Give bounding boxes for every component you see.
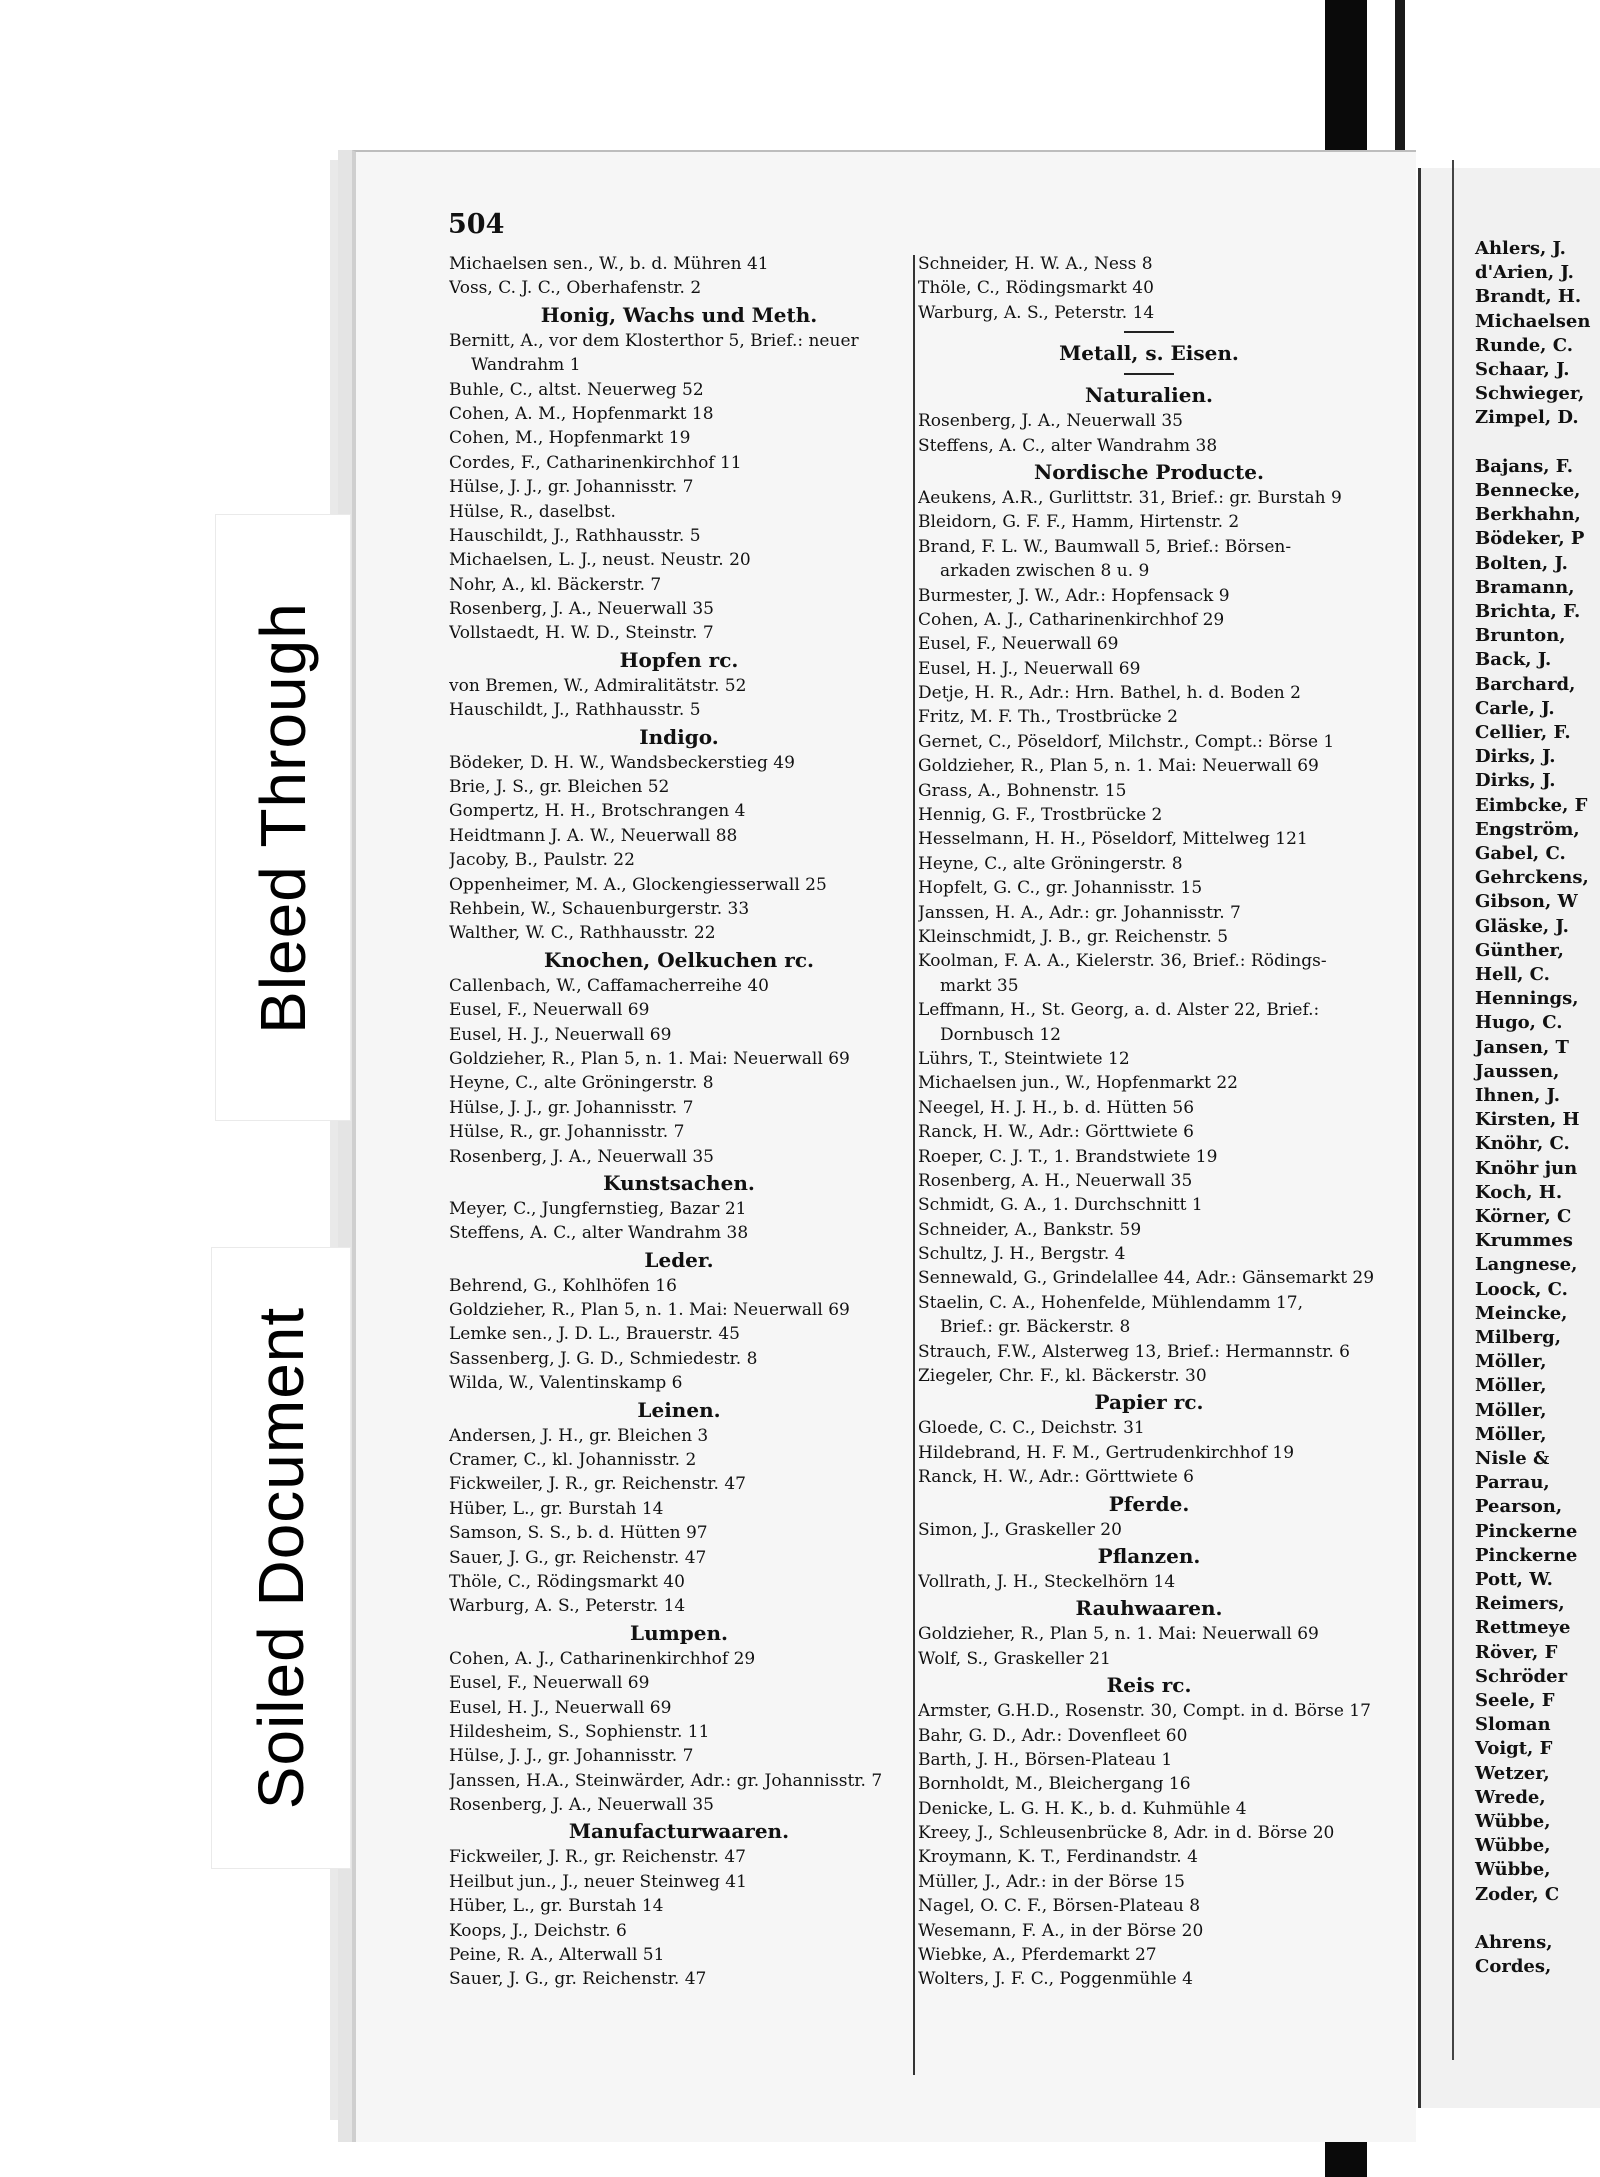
- directory-entry: Cohen, A. J., Catharinenkirchhof 29: [449, 1648, 756, 1669]
- directory-entry: Gernet, C., Pöseldorf, Milchstr., Compt.: Börse 1: [918, 731, 1335, 752]
- right-column: [918, 252, 1380, 1992]
- section-heading: Metall, s. Eisen.: [1059, 341, 1239, 366]
- page-number: 504: [448, 209, 505, 240]
- directory-entry: Hülse, R., daselbst.: [449, 501, 616, 522]
- facing-page-entry: Kirsten, H: [1475, 1109, 1580, 1131]
- directory-entry: Warburg, A. S., Peterstr. 14: [918, 302, 1155, 323]
- directory-entry: Janssen, H.A., Steinwärder, Adr.: gr. Johannisstr. 7: [449, 1770, 883, 1791]
- directory-entry: Hildesheim, S., Sophienstr. 11: [449, 1721, 710, 1742]
- facing-page-entry: Möller,: [1475, 1351, 1547, 1373]
- directory-entry: Rosenberg, J. A., Neuerwall 35: [918, 411, 1183, 432]
- directory-entry: Voss, C. J. C., Oberhafenstr. 2: [449, 278, 702, 299]
- directory-entry: Eusel, F., Neuerwall 69: [918, 634, 1119, 655]
- directory-entry: Goldzieher, R., Plan 5, n. 1. Mai: Neuerwall 69: [449, 1300, 850, 1321]
- directory-entry: Cohen, M., Hopfenmarkt 19: [449, 428, 691, 449]
- directory-entry: Wolters, J. F. C., Poggenmühle 4: [918, 1969, 1193, 1990]
- facing-page-entry: Körner, C: [1475, 1206, 1572, 1227]
- directory-entry: Kleinschmidt, J. B., gr. Reichenstr. 5: [918, 926, 1229, 947]
- facing-page-entry: Hell, C.: [1475, 964, 1550, 985]
- entry-continuation: arkaden zwischen 8 u. 9: [940, 561, 1150, 582]
- facing-page-entry: Bennecke,: [1475, 480, 1581, 501]
- facing-page-entry: Reimers,: [1475, 1593, 1565, 1615]
- section-heading: Leinen.: [637, 1397, 721, 1422]
- facing-page-entry: Rettmeye: [1475, 1617, 1571, 1639]
- directory-entry: Heyne, C., alte Gröningerstr. 8: [918, 853, 1183, 874]
- facing-page-entry: Parrau,: [1475, 1472, 1550, 1494]
- directory-entry: Burmester, J. W., Adr.: Hopfensack 9: [918, 585, 1230, 606]
- directory-entry: von Bremen, W., Admiralitätstr. 52: [449, 675, 747, 696]
- section-heading: Papier rc.: [1094, 1390, 1204, 1415]
- facing-page-entry: Wübbe,: [1475, 1859, 1551, 1881]
- facing-page-entry: Wübbe,: [1475, 1811, 1551, 1832]
- facing-page-entry: Michaelsen: [1475, 310, 1591, 332]
- directory-entry: Wesemann, F. A., in der Börse 20: [918, 1920, 1204, 1941]
- directory-entry: Goldzieher, R., Plan 5, n. 1. Mai: Neuerwall 69: [918, 756, 1319, 777]
- directory-entry: Steffens, A. C., alter Wandrahm 38: [918, 435, 1218, 456]
- directory-entry: Eusel, F., Neuerwall 69: [449, 1000, 650, 1021]
- facing-page-entry: Gläske, J.: [1475, 915, 1569, 937]
- facing-page-entry: Cordes,: [1475, 1956, 1552, 1978]
- soiled-document-text: Soiled Document: [245, 1306, 317, 1810]
- section-heading: Honig, Wachs und Meth.: [540, 302, 818, 327]
- facing-page-entry: Gehrckens,: [1475, 867, 1589, 889]
- directory-entry: Bahr, G. D., Adr.: Dovenfleet 60: [918, 1725, 1188, 1746]
- facing-page-entry: Brandt, H.: [1475, 286, 1582, 308]
- facing-page-entry: Barchard,: [1475, 673, 1576, 695]
- directory-entry: Ranck, H. W., Adr.: Görttwiete 6: [918, 1122, 1194, 1143]
- directory-entry: Andersen, J. H., gr. Bleichen 3: [449, 1425, 709, 1446]
- directory-entry: Brie, J. S., gr. Bleichen 52: [449, 777, 670, 798]
- directory-entry: Wiebke, A., Pferdemarkt 27: [918, 1945, 1157, 1966]
- facing-page-entry: Schwieger,: [1475, 383, 1585, 405]
- directory-entry: Thöle, C., Rödingsmarkt 40: [918, 278, 1154, 299]
- directory-entry: Koops, J., Deichstr. 6: [449, 1920, 627, 1941]
- facing-page-entry: Jaussen,: [1475, 1060, 1560, 1082]
- directory-entry: Sennewald, G., Grindelallee 44, Adr.: Gänsemarkt 29: [918, 1268, 1375, 1289]
- directory-entry: Meyer, C., Jungfernstieg, Bazar 21: [449, 1198, 747, 1219]
- facing-page-entry: Knöhr jun: [1475, 1157, 1578, 1179]
- facing-page-entry: Zoder, C: [1475, 1883, 1560, 1905]
- directory-entry: Steffens, A. C., alter Wandrahm 38: [449, 1223, 749, 1244]
- facing-page-entry: Pinckerne: [1475, 1520, 1578, 1542]
- directory-entry: Wolf, S., Graskeller 21: [918, 1648, 1111, 1669]
- directory-entry: Eusel, F., Neuerwall 69: [449, 1673, 650, 1694]
- facing-page-entry: Meincke,: [1475, 1302, 1568, 1324]
- left-column: [449, 252, 909, 1992]
- directory-entry: Jacoby, B., Paulstr. 22: [449, 850, 635, 871]
- directory-entry: Sassenberg, J. G. D., Schmiedestr. 8: [449, 1348, 758, 1369]
- directory-entry: Michaelsen sen., W., b. d. Mühren 41: [449, 254, 769, 274]
- directory-entry: Rosenberg, J. A., Neuerwall 35: [449, 1795, 714, 1816]
- section-heading: Kunstsachen.: [603, 1170, 755, 1195]
- directory-entry: Roeper, C. J. T., 1. Brandstwiete 19: [918, 1146, 1218, 1167]
- facing-page-entry: Wübbe,: [1475, 1835, 1551, 1857]
- directory-entry: Oppenheimer, M. A., Glockengiesserwall 25: [449, 874, 827, 895]
- directory-entry: Walther, W. C., Rathhausstr. 22: [449, 923, 716, 944]
- facing-page-entry: Ihnen, J.: [1475, 1085, 1561, 1106]
- section-rule: [918, 325, 1380, 339]
- facing-page-entry: Cellier, F.: [1475, 722, 1571, 743]
- facing-page-entry: Günther,: [1475, 939, 1564, 961]
- directory-entry: Vollstaedt, H. W. D., Steinstr. 7: [449, 623, 714, 644]
- directory-entry: Callenbach, W., Caffamacherreihe 40: [449, 975, 769, 996]
- directory-entry: Grass, A., Bohnenstr. 15: [918, 780, 1127, 801]
- facing-page-entry: Langnese,: [1475, 1254, 1578, 1276]
- directory-entry: Kroymann, K. T., Ferdinandstr. 4: [918, 1847, 1198, 1868]
- directory-entry: Eusel, H. J., Neuerwall 69: [918, 658, 1141, 679]
- facing-page-entry: Wrede,: [1475, 1786, 1546, 1808]
- directory-entry: Fickweiler, J. R., gr. Reichenstr. 47: [449, 1474, 746, 1495]
- directory-entry: Peine, R. A., Alterwall 51: [449, 1945, 665, 1966]
- directory-entry: Cramer, C., kl. Johannisstr. 2: [449, 1450, 697, 1471]
- facing-page-entry: Pott, W.: [1475, 1569, 1553, 1590]
- section-heading: Indigo.: [639, 724, 719, 749]
- directory-entry: Hülse, J. J., gr. Johannisstr. 7: [449, 1097, 694, 1118]
- directory-entry: Cohen, A. J., Catharinenkirchhof 29: [918, 609, 1225, 630]
- directory-entry: Michaelsen, L. J., neust. Neustr. 20: [449, 550, 751, 571]
- facing-page-entry: Krummes: [1475, 1230, 1573, 1252]
- directory-entry: Samson, S. S., b. d. Hütten 97: [449, 1523, 708, 1544]
- directory-entry: Vollrath, J. H., Steckelhörn 14: [918, 1571, 1176, 1592]
- section-rule: [918, 367, 1380, 381]
- directory-entry: Cohen, A. M., Hopfenmarkt 18: [449, 403, 714, 424]
- facing-page-entry: Carle, J.: [1475, 697, 1555, 719]
- directory-entry: Detje, H. R., Adr.: Hrn. Bathel, h. d. Boden 2: [918, 683, 1301, 704]
- facing-page-entry: d'Arien, J.: [1475, 262, 1574, 284]
- directory-entry: Ranck, H. W., Adr.: Görttwiete 6: [918, 1467, 1194, 1488]
- entry-continuation: Brief.: gr. Bäckerstr. 8: [940, 1317, 1131, 1338]
- section-heading: Rauhwaaren.: [1075, 1596, 1223, 1621]
- facing-page-entry: Pinckerne: [1475, 1544, 1578, 1566]
- directory-entry: Hülse, J. J., gr. Johannisstr. 7: [449, 1746, 694, 1767]
- facing-page-entry: Brichta, F.: [1475, 601, 1581, 622]
- section-heading: Manufacturwaaren.: [568, 1819, 790, 1844]
- section-heading: Lumpen.: [630, 1620, 728, 1645]
- bleed-through-label: [216, 515, 350, 1120]
- directory-entry: Ziegeler, Chr. F., kl. Bäckerstr. 30: [918, 1366, 1207, 1387]
- facing-page-entry: Eimbcke, F: [1475, 794, 1588, 816]
- facing-page-entry: Berkhahn,: [1475, 504, 1581, 526]
- directory-entry: Heyne, C., alte Gröningerstr. 8: [449, 1073, 714, 1094]
- facing-page-entry: Gibson, W: [1475, 891, 1578, 913]
- section-heading: Nordische Producte.: [1034, 459, 1264, 484]
- facing-page-entry: Bolten, J.: [1475, 552, 1568, 574]
- facing-page-entry: Wetzer,: [1475, 1762, 1550, 1784]
- facing-page-entry: Koch, H.: [1475, 1181, 1563, 1203]
- directory-entry: Bleidorn, G. F. F., Hamm, Hirtenstr. 2: [918, 512, 1240, 533]
- facing-page-entry: Schröder: [1475, 1665, 1568, 1687]
- facing-page-entry: Sloman: [1475, 1714, 1551, 1736]
- facing-page-entry: Loock, C.: [1475, 1278, 1568, 1300]
- facing-page-entry: Hennings,: [1475, 988, 1579, 1010]
- facing-page-entry: Gabel, C.: [1475, 843, 1566, 864]
- directory-entry: Hülse, R., gr. Johannisstr. 7: [449, 1122, 685, 1143]
- directory-entry: Barth, J. H., Börsen-Plateau 1: [918, 1749, 1173, 1770]
- directory-entry: Schneider, H. W. A., Ness 8: [918, 254, 1153, 274]
- directory-entry: Rosenberg, A. H., Neuerwall 35: [918, 1170, 1193, 1191]
- directory-entry: Janssen, H. A., Adr.: gr. Johannisstr. 7: [918, 902, 1241, 923]
- directory-entry: Hesselmann, H. H., Pöseldorf, Mittelweg 121: [918, 829, 1308, 850]
- directory-entry: Rehbein, W., Schauenburgerstr. 33: [449, 898, 750, 919]
- section-heading: Knochen, Oelkuchen rc.: [544, 947, 814, 972]
- facing-page-entry: Bödeker, P: [1475, 528, 1585, 550]
- bleed-through-text: Bleed Through: [247, 601, 319, 1034]
- directory-entry: Leffmann, H., St. Georg, a. d. Alster 22, Brief.:: [918, 1000, 1320, 1021]
- directory-entry: Hennig, G. F., Trostbrücke 2: [918, 805, 1163, 826]
- directory-entry: Lührs, T., Steintwiete 12: [918, 1048, 1130, 1069]
- facing-page-entry: Knöhr, C.: [1475, 1133, 1570, 1155]
- directory-entry: Bornholdt, M., Bleichergang 16: [918, 1774, 1191, 1795]
- directory-entry: Bödeker, D. H. W., Wandsbeckerstieg 49: [449, 752, 795, 773]
- directory-entry: Staelin, C. A., Hohenfelde, Mühlendamm 17,: [918, 1292, 1304, 1313]
- directory-entry: Denicke, L. G. H. K., b. d. Kuhmühle 4: [918, 1798, 1247, 1819]
- directory-entry: Nagel, O. C. F., Börsen-Plateau 8: [918, 1896, 1201, 1917]
- directory-entry: Simon, J., Graskeller 20: [918, 1519, 1122, 1540]
- directory-entry: Behrend, G., Kohlhöfen 16: [449, 1275, 677, 1296]
- section-heading: Reis rc.: [1106, 1673, 1192, 1698]
- directory-entry: Thöle, C., Rödingsmarkt 40: [449, 1571, 685, 1592]
- facing-page-entry: Bajans, F.: [1475, 455, 1574, 477]
- directory-entry: Rosenberg, J. A., Neuerwall 35: [449, 1146, 714, 1167]
- directory-entry: Hülse, J. J., gr. Johannisstr. 7: [449, 477, 694, 498]
- directory-entry: Goldzieher, R., Plan 5, n. 1. Mai: Neuerwall 69: [449, 1048, 850, 1069]
- facing-page-entry: Jansen, T: [1475, 1036, 1569, 1058]
- soiled-document-label: [212, 1248, 350, 1868]
- facing-page-entry: Ahlers, J.: [1475, 238, 1566, 259]
- directory-entry: Fritz, M. F. Th., Trostbrücke 2: [918, 707, 1178, 728]
- directory-entry: Eusel, H. J., Neuerwall 69: [449, 1697, 672, 1718]
- directory-entry: Müller, J., Adr.: in der Börse 15: [918, 1871, 1185, 1892]
- directory-entry: Armster, G.H.D., Rosenstr. 30, Compt. in d. Börse 17: [918, 1701, 1371, 1722]
- entry-continuation: Dornbusch 12: [940, 1024, 1062, 1045]
- directory-entry: Kreey, J., Schleusenbrücke 8, Adr. in d. Börse 20: [918, 1823, 1335, 1844]
- directory-entry: Schultz, J. H., Bergstr. 4: [918, 1244, 1126, 1265]
- entry-continuation: Wandrahm 1: [471, 355, 581, 376]
- section-heading: Pflanzen.: [1097, 1543, 1201, 1568]
- directory-entry: Koolman, F. A. A., Kielerstr. 36, Brief.: Rödings-: [918, 951, 1327, 972]
- page-fold: [1452, 160, 1454, 2060]
- facing-page-entry: Möller,: [1475, 1375, 1547, 1397]
- facing-page-entry: Engström,: [1475, 818, 1580, 840]
- directory-entry: Cordes, F., Catharinenkirchhof 11: [449, 452, 742, 473]
- facing-page-entry: Dirks, J.: [1475, 746, 1556, 768]
- facing-page-entry: Brunton,: [1475, 625, 1566, 647]
- directory-entry: Buhle, C., altst. Neuerweg 52: [449, 379, 704, 400]
- directory-entry: Wilda, W., Valentinskamp 6: [449, 1373, 683, 1394]
- directory-entry: Goldzieher, R., Plan 5, n. 1. Mai: Neuerwall 69: [918, 1624, 1319, 1645]
- directory-entry: Warburg, A. S., Peterstr. 14: [449, 1596, 686, 1617]
- facing-page-entry: Ahrens,: [1475, 1932, 1553, 1953]
- facing-page-entry: Möller,: [1475, 1399, 1547, 1421]
- facing-page-entry: Zimpel, D.: [1475, 407, 1579, 429]
- directory-entry: Lemke sen., J. D. L., Brauerstr. 45: [449, 1324, 740, 1345]
- facing-page-entry: Nisle &: [1475, 1448, 1550, 1469]
- entry-continuation: markt 35: [940, 975, 1019, 996]
- directory-entry: Hauschildt, J., Rathhausstr. 5: [449, 525, 701, 546]
- directory-entry: Bernitt, A., vor dem Klosterthor 5, Brief.: neuer: [449, 330, 859, 351]
- facing-page: [1418, 168, 1600, 2108]
- directory-entry: Hopfelt, G. C., gr. Johannisstr. 15: [918, 878, 1203, 899]
- directory-entry: Schmidt, G. A., 1. Durchschnitt 1: [918, 1195, 1203, 1216]
- facing-page-entry: Möller,: [1475, 1423, 1547, 1445]
- directory-entry: Hüber, L., gr. Burstah 14: [449, 1498, 664, 1519]
- facing-page-entry: Hugo, C.: [1475, 1012, 1563, 1034]
- facing-page-entry: Runde, C.: [1475, 334, 1573, 356]
- facing-page-entry: Pearson,: [1475, 1496, 1563, 1518]
- directory-entry: Gloede, C. C., Deichstr. 31: [918, 1418, 1145, 1439]
- directory-entry: Aeukens, A.R., Gurlittstr. 31, Brief.: gr. Burstah 9: [918, 487, 1342, 508]
- facing-page-entry: Bramann,: [1475, 576, 1575, 598]
- facing-page-entry: Schaar, J.: [1475, 359, 1570, 380]
- directory-entry: Hildebrand, H. F. M., Gertrudenkirchhof 19: [918, 1442, 1295, 1463]
- directory-entry: Sauer, J. G., gr. Reichenstr. 47: [449, 1547, 707, 1568]
- directory-entry: Schneider, A., Bankstr. 59: [918, 1219, 1142, 1240]
- section-heading: Hopfen rc.: [619, 647, 739, 672]
- directory-entry: Heilbut jun., J., neuer Steinweg 41: [449, 1871, 747, 1892]
- section-heading: Naturalien.: [1085, 383, 1213, 408]
- directory-entry: Hüber, L., gr. Burstah 14: [449, 1896, 664, 1917]
- directory-entry: Brand, F. L. W., Baumwall 5, Brief.: Börsen-: [918, 536, 1292, 557]
- facing-page-entry: Seele, F: [1475, 1690, 1555, 1711]
- directory-entry: Fickweiler, J. R., gr. Reichenstr. 47: [449, 1847, 746, 1868]
- directory-entry: Rosenberg, J. A., Neuerwall 35: [449, 599, 714, 620]
- facing-page-entry: Röver, F: [1475, 1641, 1558, 1663]
- column-divider: [913, 255, 915, 2075]
- section-heading: Leder.: [644, 1247, 714, 1272]
- facing-page-entry: Back, J.: [1475, 649, 1552, 671]
- section-heading: Pferde.: [1108, 1491, 1190, 1516]
- directory-entry: Gompertz, H. H., Brotschrangen 4: [449, 801, 746, 822]
- directory-entry: Nohr, A., kl. Bäckerstr. 7: [449, 574, 662, 595]
- facing-page-entry: Dirks, J.: [1475, 770, 1556, 792]
- directory-entry: Michaelsen jun., W., Hopfenmarkt 22: [918, 1073, 1238, 1094]
- directory-entry: Hauschildt, J., Rathhausstr. 5: [449, 700, 701, 721]
- directory-entry: Strauch, F.W., Alsterweg 13, Brief.: Hermannstr. 6: [918, 1341, 1350, 1362]
- directory-entry: Eusel, H. J., Neuerwall 69: [449, 1024, 672, 1045]
- directory-entry: Neegel, H. J. H., b. d. Hütten 56: [918, 1097, 1195, 1118]
- facing-page-entry: Voigt, F: [1475, 1738, 1553, 1760]
- facing-page-entry: Milberg,: [1475, 1327, 1561, 1348]
- directory-entry: Heidtmann J. A. W., Neuerwall 88: [449, 825, 738, 846]
- directory-entry: Sauer, J. G., gr. Reichenstr. 47: [449, 1969, 707, 1990]
